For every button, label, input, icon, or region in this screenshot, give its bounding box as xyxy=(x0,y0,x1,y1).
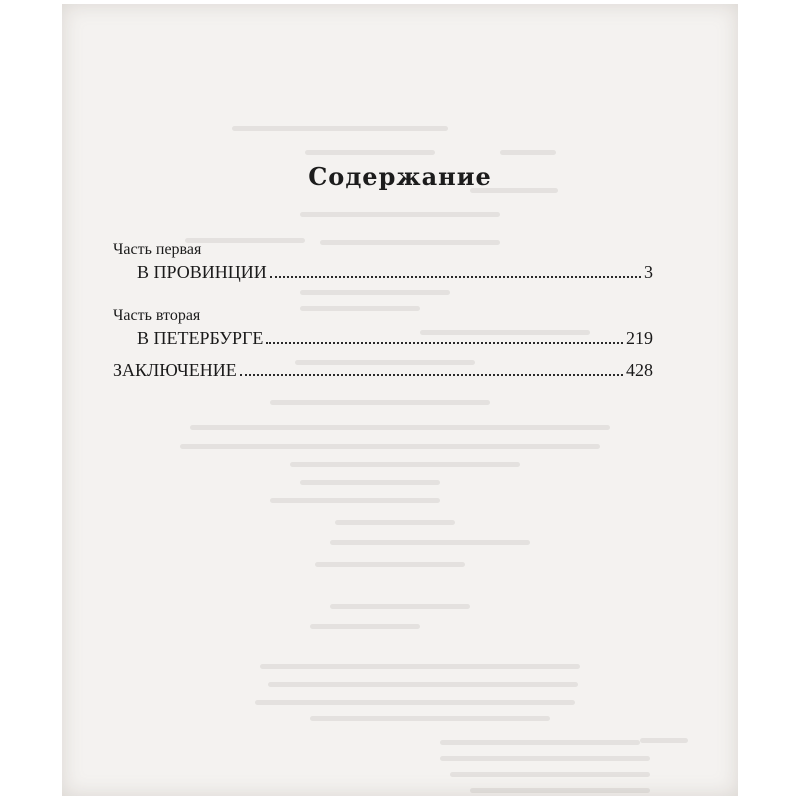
dot-leader xyxy=(270,260,641,278)
part-label: Часть вторая xyxy=(113,307,201,324)
toc-line xyxy=(113,326,653,349)
toc-line xyxy=(113,260,653,283)
paper-sheet xyxy=(62,4,738,796)
dot-leader xyxy=(266,326,623,344)
toc-entry xyxy=(113,240,653,283)
toc-entry xyxy=(113,306,653,349)
part-label: Часть первая xyxy=(113,241,202,258)
page-number: 3 xyxy=(644,262,653,282)
section-title: В ПЕТЕРБУРГЕ xyxy=(137,328,264,348)
page-title: Содержание xyxy=(308,162,492,191)
page-number: 219 xyxy=(626,328,653,348)
toc-entry xyxy=(113,358,653,381)
section-title: ЗАКЛЮЧЕНИЕ xyxy=(113,360,237,380)
toc-line xyxy=(113,358,653,381)
dot-leader xyxy=(240,358,623,376)
section-title: В ПРОВИНЦИИ xyxy=(137,262,267,282)
page-number: 428 xyxy=(626,360,653,380)
